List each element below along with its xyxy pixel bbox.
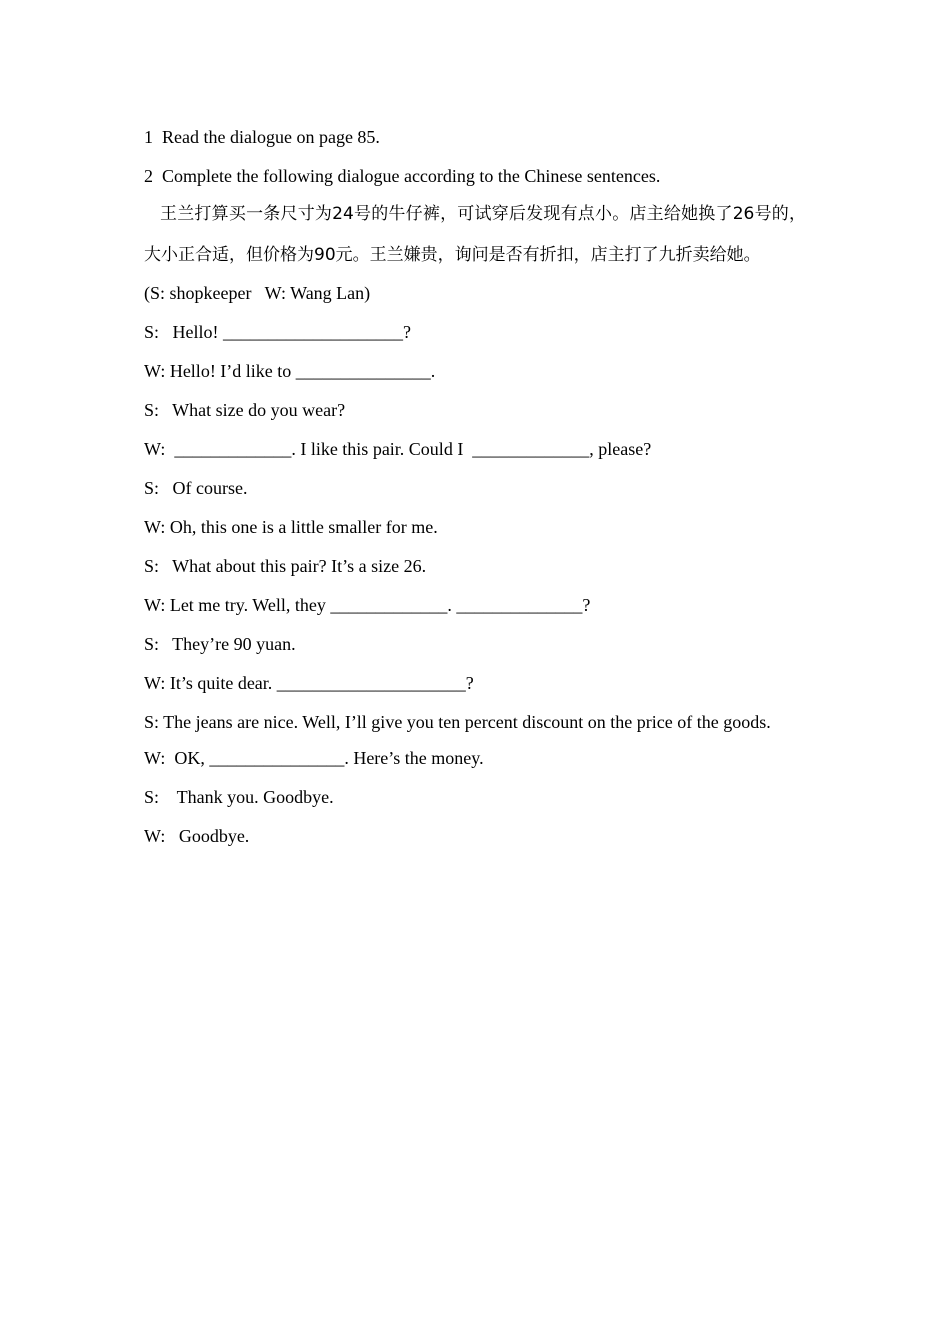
dialogue-line: W: OK, _______________. Here’s the money. — [144, 748, 484, 768]
dialogue-line: W: _____________. I like this pair. Could I _____________, please? — [144, 439, 652, 459]
dialogue-line: S: Of course. — [144, 478, 248, 498]
dialogue-line: S: The jeans are nice. Well, I’ll give you ten percent discount on the price of the goods. — [144, 712, 771, 732]
dialogue-line: S: Hello! ____________________? — [144, 322, 411, 342]
instruction-2: 2 Complete the following dialogue according to the Chinese sentences. — [144, 166, 661, 186]
dialogue-line: W: Let me try. Well, they _____________. ______________? — [144, 595, 591, 615]
dialogue-line: S: What size do you wear? — [144, 400, 346, 420]
dialogue-line: W: It’s quite dear. _____________________? — [144, 673, 474, 693]
dialogue-line: W: Oh, this one is a little smaller for me. — [144, 517, 438, 537]
chinese-paragraph: 王兰打算买一条尺寸为24号的牛仔裤，可试穿后发现有点小。店主给她换了26号的，大小正合适，但价格为90元。王兰嫌贵，询问是否有折扣，店主打了九折卖给她。 — [144, 204, 806, 265]
dialogue-line: S: They’re 90 yuan. — [144, 634, 296, 654]
dialogue-line: S: Thank you. Goodbye. — [144, 787, 334, 807]
dialogue-line: S: What about this pair? It’s a size 26. — [144, 556, 427, 576]
instruction-1: 1 Read the dialogue on page 85. — [144, 127, 380, 147]
dialogue-line: W: Goodbye. — [144, 826, 250, 846]
roles-legend: (S: shopkeeper W: Wang Lan) — [144, 283, 371, 303]
worksheet — [144, 122, 806, 860]
dialogue-line: W: Hello! I’d like to _______________. — [144, 361, 436, 381]
